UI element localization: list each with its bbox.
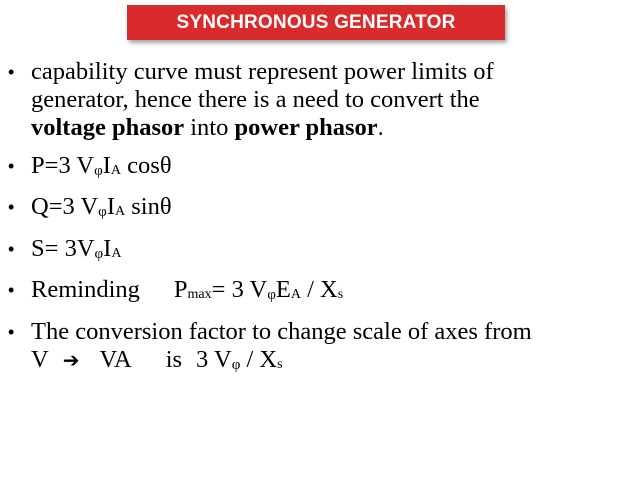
phi-subscript: φ — [94, 245, 104, 262]
bullet-marker: • — [8, 62, 15, 82]
formula-text: / X — [300, 276, 338, 303]
formula-text: I — [103, 234, 112, 262]
bullet-list — [8, 58, 628, 387]
bullet-text-line: capability curve must represent power limits of — [31, 58, 494, 85]
bullet-text-line: The conversion factor to change scale of axes from — [31, 317, 532, 345]
formula-text: S= 3V — [31, 234, 95, 262]
subscript: A — [114, 204, 126, 219]
formula-text: is — [165, 345, 183, 373]
formula-text: / X — [240, 345, 278, 373]
bullet-item-conversion-factor — [8, 318, 628, 378]
arrow-right-icon: ➔ — [62, 347, 80, 372]
formula-text: sinθ — [125, 193, 172, 220]
subscript: A — [290, 287, 301, 302]
bullet-text: into — [184, 114, 235, 141]
formula-text: I — [102, 151, 111, 179]
phi-subscript: φ — [98, 204, 107, 220]
bullet-text-line: generator, hence there is a need to convert the — [31, 86, 480, 113]
bullet-marker: • — [8, 238, 15, 259]
subscript: A — [111, 245, 122, 261]
slide-title: SYNCHRONOUS GENERATOR — [176, 11, 456, 33]
formula-text: E — [275, 276, 291, 303]
bullet-text: . — [377, 114, 384, 141]
bullet-marker: • — [8, 155, 15, 176]
bullet-item-real-power — [8, 152, 628, 184]
bullet-text: Reminding — [31, 276, 140, 303]
formula-text: Q=3 V — [31, 193, 99, 220]
formula-text: VA — [99, 345, 132, 373]
bold-term: voltage phasor — [31, 114, 185, 141]
subscript: s — [277, 356, 283, 372]
formula-text: P=3 V — [31, 151, 95, 179]
phi-subscript: φ — [267, 287, 276, 303]
formula-text: 3 V — [196, 345, 232, 373]
bullet-item-reactive-power — [8, 193, 628, 225]
formula-text: P — [173, 276, 188, 303]
bullet-item-apparent-power — [8, 235, 628, 267]
slide-title-banner — [127, 5, 505, 40]
bullet-marker: • — [8, 321, 15, 342]
formula-text: I — [106, 193, 115, 220]
phi-subscript: φ — [231, 356, 241, 373]
formula-text: V — [31, 345, 49, 373]
subscript: s — [337, 287, 344, 302]
subscript: A — [110, 162, 122, 178]
phi-subscript: φ — [94, 162, 103, 179]
bullet-item-capability-curve — [8, 58, 628, 142]
subscript: max — [187, 287, 212, 302]
bullet-marker: • — [8, 197, 15, 217]
bullet-marker: • — [8, 280, 15, 300]
formula-text: = 3 V — [211, 276, 268, 303]
bullet-item-reminding-pmax — [8, 276, 628, 308]
formula-text: cosθ — [121, 151, 172, 179]
bold-term: power phasor — [234, 114, 378, 141]
